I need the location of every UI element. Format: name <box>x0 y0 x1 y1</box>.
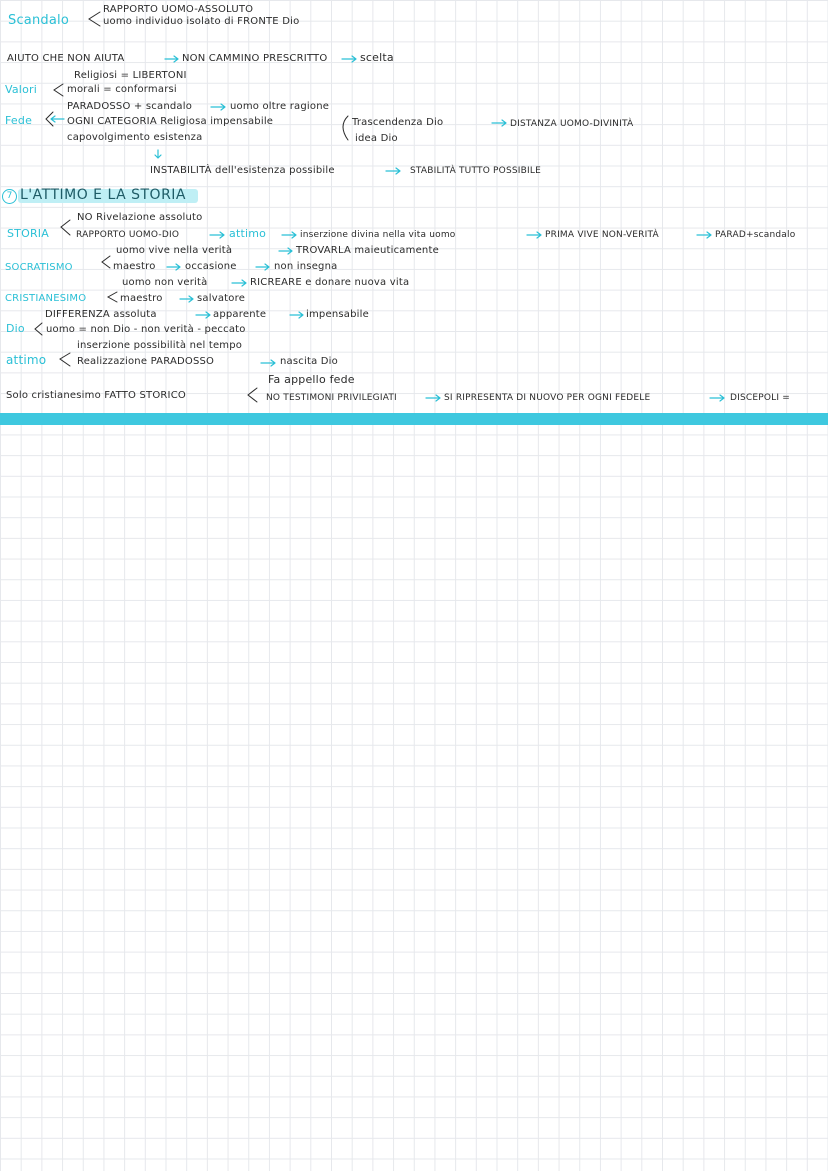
bracket-socratismo <box>102 256 110 268</box>
aiuto-che-non-aiuta: AIUTO CHE NON AIUTA <box>7 53 125 64</box>
scelta: scelta <box>360 51 394 64</box>
label-scandalo: Scandalo <box>8 13 69 28</box>
uomo-vive-verita: uomo vive nella verità <box>116 245 233 256</box>
solo-cristianesimo: Solo cristianesimo FATTO STORICO <box>6 390 186 401</box>
highlight-bar <box>0 413 828 425</box>
arrow-fede <box>51 116 64 122</box>
idea-dio: idea Dio <box>355 133 398 144</box>
bracket-dio <box>35 323 42 335</box>
morali-conformarsi: morali = conformarsi <box>67 84 177 95</box>
bracket-attimo <box>60 353 70 366</box>
fa-appello-fede: Fa appello fede <box>268 373 355 386</box>
uomo-individuo: uomo individuo isolato di FRONTE Dio <box>103 16 300 27</box>
apparente: apparente <box>213 309 267 320</box>
label-attimo: attimo <box>6 353 47 367</box>
paradosso-scandalo-2: PARAD+scandalo <box>715 230 796 240</box>
occasione: occasione <box>185 261 237 272</box>
arrow-maestro <box>167 264 180 270</box>
bracket-storia <box>61 220 70 235</box>
realizzazione-paradosso: Realizzazione PARADOSSO <box>77 356 215 367</box>
bracket-solo <box>248 388 257 402</box>
uomo-non-verita: uomo non verità <box>122 277 208 288</box>
arrow-fedele <box>710 395 724 401</box>
rapporto-uomo-assoluto: RAPPORTO UOMO-ASSOLUTO <box>103 4 254 15</box>
ogni-categoria: OGNI CATEGORIA Religiosa impensabile <box>67 116 274 127</box>
arrow-realizzazione <box>261 360 275 366</box>
uomo-oltre-ragione: uomo oltre ragione <box>230 101 330 112</box>
label-valori: Valori <box>5 83 37 96</box>
maestro-2: maestro <box>120 293 163 304</box>
bracket-cristianesimo <box>108 292 117 302</box>
non-insegna: non insegna <box>274 261 338 272</box>
trascendenza-dio: Trascendenza Dio <box>352 117 444 128</box>
arrow-trascendenza <box>492 120 506 126</box>
arrow-inserzione <box>527 232 541 238</box>
maestro-1: maestro <box>113 261 156 272</box>
bracket-scandalo <box>89 12 100 26</box>
arrow-down <box>155 150 161 158</box>
arrow-instabilita <box>386 168 400 174</box>
arrow-prima <box>697 232 711 238</box>
label-socratismo: SOCRATISMO <box>5 262 73 273</box>
bracket-valori <box>54 84 63 96</box>
rapporto-uomo-dio: RAPPORTO UOMO-DIO <box>76 230 180 240</box>
differenza-assoluta: DIFFERENZA assoluta <box>45 309 157 320</box>
prima-vive-non-verita: PRIMA VIVE NON-VERITÀ <box>545 230 659 240</box>
attimo-inline: attimo <box>229 227 267 240</box>
label-storia: STORIA <box>7 227 49 240</box>
arrow-rapporto-dio <box>210 232 224 238</box>
capovolgimento-esistenza: capovolgimento esistenza <box>67 132 203 143</box>
si-ripresenta: SI RIPRESENTA DI NUOVO PER OGNI FEDELE <box>444 393 651 403</box>
label-cristianesimo: CRISTIANESIMO <box>5 293 87 304</box>
inserzione-tempo: inserzione possibilità nel tempo <box>77 340 243 351</box>
non-cammino-prescritto: NON CAMMINO PRESCRITTO <box>182 53 328 64</box>
trovarla-maieuticamente: TROVARLA maieuticamente <box>296 245 439 256</box>
section-number: 7 <box>2 189 17 204</box>
impensabile: impensabile <box>306 309 369 320</box>
label-fede: Fede <box>5 114 33 127</box>
arrow-apparente <box>290 312 303 318</box>
arrow-non-verita <box>232 280 246 286</box>
instabilita-esistenza: INSTABILITÀ dell'esistenza possibile <box>150 165 335 176</box>
ricreare-nuova-vita: RICREARE e donare nuova vita <box>250 277 410 288</box>
inserzione-divina: inserzione divina nella vita uomo <box>300 230 456 240</box>
no-testimoni: NO TESTIMONI PRIVILEGIATI <box>266 393 397 403</box>
bracket-fede-right <box>343 116 348 140</box>
religiosi-liberta: Religiosi = LIBERTONI <box>74 70 187 81</box>
arrow-testimoni <box>426 395 440 401</box>
arrow-uomo-vive <box>279 248 292 254</box>
discepoli: DISCEPOLI = <box>730 393 791 403</box>
section-title: L'ATTIMO E LA STORIA <box>20 187 187 203</box>
uomo-non-dio: uomo = non Dio - non verità - peccato <box>46 324 246 335</box>
nascita-dio: nascita Dio <box>280 356 338 367</box>
salvatore: salvatore <box>197 293 246 304</box>
arrow-occasione <box>256 264 269 270</box>
distanza-uomo-divinita: DISTANZA UOMO-DIVINITÀ <box>510 119 634 129</box>
arrow-salvatore <box>180 296 193 302</box>
paradosso-scandalo: PARADOSSO + scandalo <box>67 101 193 112</box>
arrow-differenza <box>196 312 210 318</box>
arrow-aiuto <box>165 56 178 62</box>
arrow-cammino <box>342 56 356 62</box>
arrow-paradosso <box>211 104 225 110</box>
stabilita-tutto-possibile: STABILITÀ TUTTO POSSIBILE <box>410 166 541 176</box>
no-rivelazione: NO Rivelazione assoluto <box>77 212 203 223</box>
label-dio: Dio <box>6 322 25 335</box>
arrow-attimo-ins <box>282 232 296 238</box>
